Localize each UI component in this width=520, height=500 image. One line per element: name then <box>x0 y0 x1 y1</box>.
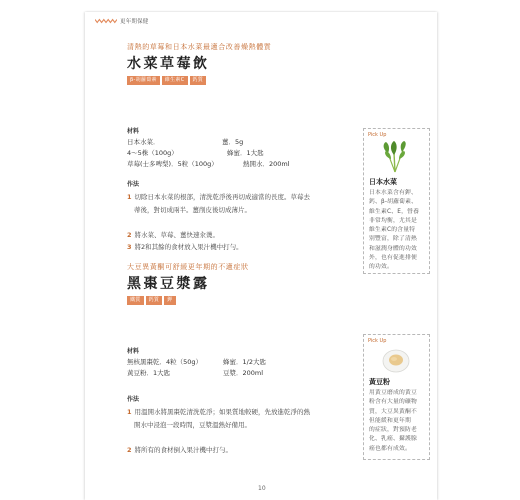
soybean-powder-bowl-image <box>382 348 410 374</box>
recipe-subtitle: 大豆異黃酮可舒緩更年期的不適症狀 <box>127 263 249 271</box>
mizuna-greens-image <box>379 139 411 173</box>
step <box>127 241 305 254</box>
nutrient-tags <box>127 296 427 305</box>
pickup-desc-line: 日本水菜含有鉀、 <box>369 190 417 196</box>
ingredient: 蜂蜜．1大匙 <box>227 149 264 157</box>
pickup-desc-line: 和滋潤身體的功效 <box>369 245 417 252</box>
step-text: 將水菜、草莓、薑快速汆燙。 <box>134 231 220 239</box>
nutrient-tags <box>127 76 427 85</box>
nutrient-tag: 鉀 <box>164 296 175 305</box>
ingredient: 無核黑棗乾．4粒（50g） <box>127 358 203 366</box>
pickup-desc-line: 外，也有促進排便 <box>369 255 417 262</box>
step-text: 用溫開水將黑棗乾清洗乾淨；如果質地較硬，先放進乾淨的熱開水中浸泡一段時間，豆漿溫熱好備用。 <box>134 408 311 429</box>
ingredient: 日本水菜． <box>127 138 160 146</box>
recipe-black-date-soymilk <box>127 262 427 454</box>
recipe-subtitle: 清熱的草莓和日本水菜最適合改善燥熱體質 <box>127 43 272 51</box>
method-label: 作法 <box>127 181 140 188</box>
pickup-description <box>369 189 424 273</box>
pickup-desc-line: 粉含有大量的礦物 <box>369 399 417 406</box>
book-page <box>85 12 437 500</box>
materials-label: 材料 <box>127 348 140 355</box>
recipe-title: 黑棗豆漿露 <box>127 276 210 292</box>
step <box>127 406 312 431</box>
nutrient-tag: 鈣質 <box>146 296 163 305</box>
ingredient: 4～5株（100g） <box>127 149 178 157</box>
pickup-desc-line: 維生素C、E，營養 <box>369 208 420 215</box>
step-text: 將所有的食材倒入果汁機中打勻。 <box>134 446 233 454</box>
pickup-desc-line: 的症狀，對預防老 <box>369 427 417 434</box>
step-number: 2 <box>127 446 132 454</box>
nutrient-tag: 維生素C <box>162 76 188 85</box>
pickup-desc-line: 質，大豆異黃酮不 <box>369 408 417 415</box>
pickup-desc-line: 別豐富，除了清熱 <box>369 236 417 243</box>
running-header <box>95 16 149 26</box>
pickup-desc-line: 用黃豆磨成的黃豆 <box>369 390 417 396</box>
pickup-desc-line: 癌也都有成效。 <box>369 445 411 452</box>
pickup-desc-line: 化、乳癌、攝護腺 <box>369 436 417 443</box>
pickup-name: 黃豆粉 <box>369 378 390 386</box>
nutrient-tag: β-胡蘿蔔素 <box>127 76 160 85</box>
step-number: 1 <box>127 193 132 201</box>
page-number: 10 <box>258 485 266 492</box>
pickup-label: Pick Up <box>368 338 387 344</box>
wave-ornament-icon <box>95 18 117 24</box>
nutrient-tag: 鐵質 <box>127 296 144 305</box>
series-title: 更年期保健 <box>120 19 149 25</box>
pickup-desc-line: 維生素C的含量特 <box>369 227 416 234</box>
materials-label: 材料 <box>127 128 140 135</box>
step-number: 2 <box>127 231 132 239</box>
step <box>127 229 305 242</box>
pickup-desc-line: 非常均衡，尤其是 <box>369 217 417 224</box>
pickup-desc-line: 但能緩和更年期 <box>369 417 411 424</box>
ingredient: 黃豆粉．1大匙 <box>127 369 171 377</box>
step-number: 3 <box>127 243 132 251</box>
step-number: 1 <box>127 408 132 416</box>
step-text: 切除日本水菜的根部，清洗乾淨後再切成適當的長度。草莓去蒂後，對切成兩半。薑削皮後切成薄片。 <box>134 193 311 214</box>
ingredient: 薑．5g <box>222 138 244 146</box>
ingredient: 豆漿．200ml <box>223 369 264 377</box>
ingredient: 熱開水．200ml <box>243 160 290 168</box>
step-text: 將2和其餘的食材放入果汁機中打勻。 <box>134 243 243 251</box>
pickup-label: Pick Up <box>368 132 387 138</box>
step <box>127 444 305 457</box>
pickup-box <box>363 128 430 274</box>
pickup-desc-line: 的功效。 <box>369 264 393 271</box>
pickup-name: 日本水菜 <box>369 178 397 186</box>
nutrient-tag: 鈣質 <box>190 76 207 85</box>
ingredient: 草莓(士多啤梨)．5粒（100g） <box>127 160 218 168</box>
recipe-title: 水菜草莓飲 <box>127 56 210 72</box>
ingredient: 蜂蜜．1/2大匙 <box>223 358 266 366</box>
step <box>127 191 312 216</box>
pickup-desc-line: 鈣、β-胡蘿蔔素、 <box>369 199 418 206</box>
pickup-box <box>363 334 430 460</box>
method-label: 作法 <box>127 396 140 403</box>
pickup-description <box>369 389 424 454</box>
